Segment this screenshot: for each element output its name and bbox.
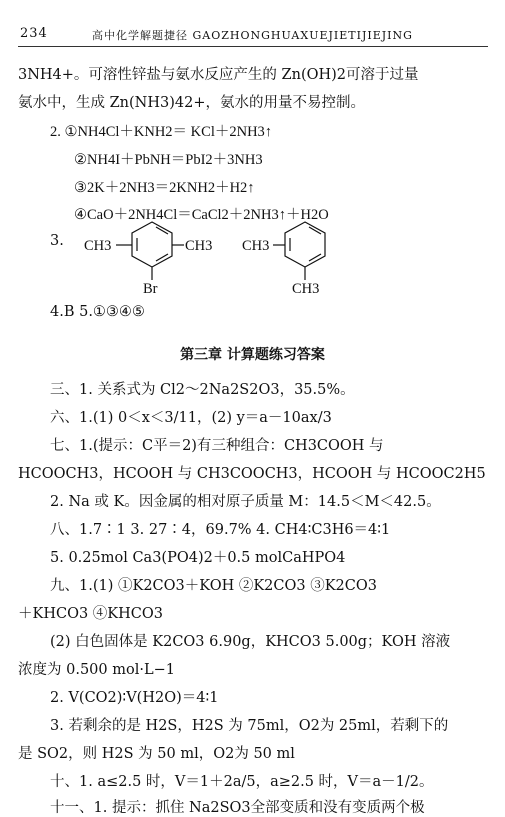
page-number: 234: [20, 26, 48, 41]
answer-line: (2) 白色固体是 K2CO3 6.90g，KHCO3 5.00g；KOH 溶液: [50, 634, 451, 650]
substituent-ch3: CH3: [242, 238, 270, 254]
answer-line: 是 SO2，则 H2S 为 50 ml，O2为 50 ml: [18, 746, 295, 762]
answer-line: 浓度为 0.500 mol·L−1: [18, 662, 175, 678]
chapter-heading: 第三章 计算题练习答案: [180, 347, 325, 363]
answer-line: 十一、1. 提示：抓住 Na2SO3全部变质和没有变质两个极: [50, 800, 425, 816]
answer-line: 八、1.7∶1 3. 27∶4，69.7% 4. CH4∶C3H6＝4∶1: [50, 522, 391, 538]
equation-1: 2. ①NH4Cl＋KNH2＝ KCl＋2NH3↑: [50, 124, 273, 140]
substituent-ch3: CH3: [292, 281, 320, 297]
answer-line: 七、1.(提示：C平＝2)有三种组合：CH3COOH 与: [50, 438, 384, 454]
answer-line: 2. Na 或 K。因金属的相对原子质量 M：14.5＜M＜42.5。: [50, 494, 441, 510]
running-title: 高中化学解题捷径 GAOZHONGHUAXUEJIETIJIEJING: [92, 29, 413, 42]
text-line: 氨水中，生成 Zn(NH3)42+，氨水的用量不易控制。: [18, 95, 365, 111]
benzene-ring-left: [116, 222, 184, 280]
substituent-ch3: CH3: [185, 238, 213, 254]
text-line: 3NH4+。可溶性锌盐与氨水反应产生的 Zn(OH)2可溶于过量: [18, 67, 419, 83]
text-line: 4.B 5.①③④⑤: [50, 304, 145, 320]
answer-line: HCOOCH3，HCOOH 与 CH3COOCH3，HCOOH 与 HCOOC2H5: [18, 466, 486, 482]
answer-line: 5. 0.25mol Ca3(PO4)2＋0.5 molCaHPO4: [50, 550, 346, 566]
benzene-ring-right: [273, 222, 325, 280]
equation-3: ③2K＋2NH3＝2KNH2＋H2↑: [74, 180, 255, 196]
answer-line: 十、1. a≤2.5 时，V＝1＋2a/5，a≥2.5 时，V＝a－1/2。: [50, 774, 434, 790]
equation-2: ②NH4I＋PbNH＝PbI2＋3NH3: [74, 152, 263, 168]
answer-line: 三、1. 关系式为 Cl2～2Na2S2O3，35.5%。: [50, 382, 355, 398]
equation-4: ④CaO＋2NH4Cl＝CaCl2＋2NH3↑＋H2O: [74, 207, 329, 223]
substituent-ch3: CH3: [84, 238, 112, 254]
answer-line: 3. 若剩余的是 H2S，H2S 为 75ml，O2为 25ml，若剩下的: [50, 718, 449, 734]
answer-line: 九、1.(1) ①K2CO3＋KOH ②K2CO3 ③K2CO3: [50, 578, 377, 594]
substituent-br: Br: [143, 281, 158, 297]
item-number: 3.: [50, 233, 64, 249]
answer-line: 六、1.(1) 0＜x＜3/11，(2) y＝a－10ax/3: [50, 410, 332, 426]
answer-line: ＋KHCO3 ④KHCO3: [18, 606, 163, 622]
answer-line: 2. V(CO2)∶V(H2O)＝4∶1: [50, 690, 219, 706]
